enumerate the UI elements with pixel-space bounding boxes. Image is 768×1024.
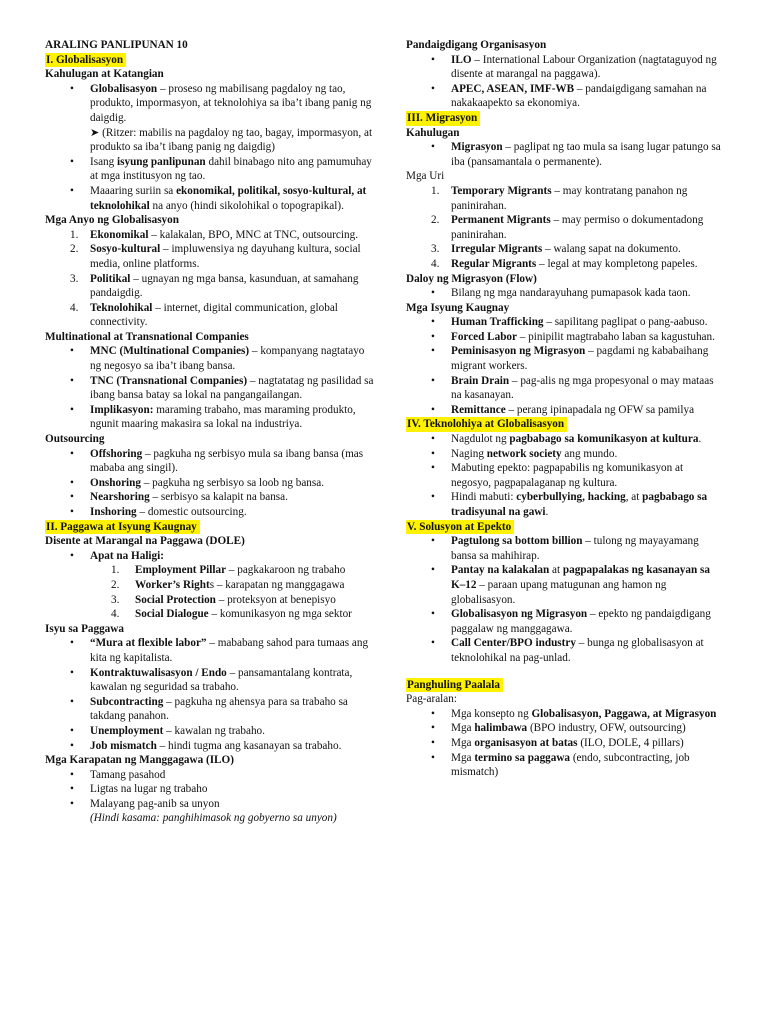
definition: – pinipilit magtrabaho laban sa kagustuhan.: [516, 330, 715, 343]
definition: – pagkuha ng serbisyo mula sa ibang bansa (mas mababa ang singil).: [90, 447, 364, 475]
haligi-list: [45, 563, 375, 621]
section-heading-migrasyon: III. Migrasyon: [406, 111, 480, 126]
list-item: [45, 607, 375, 622]
term: Implikasyon:: [90, 403, 154, 416]
solusyon-list: [406, 534, 724, 665]
list-item: [45, 695, 375, 724]
item-number: 4.: [431, 257, 440, 270]
list-item: [45, 578, 375, 593]
definition: – pagkuha ng ahensya para sa trabaho sa takdang panahon.: [90, 695, 348, 723]
text: Mga: [451, 722, 475, 735]
list-item: [45, 447, 375, 476]
definition: – internet, digital communication, global connectivity.: [90, 301, 338, 329]
anyo-list: [45, 228, 375, 330]
term: Globalisasyon: [90, 82, 158, 95]
subheading-dole: Disente at Marangal na Paggawa (DOLE): [45, 535, 245, 548]
term: Offshoring: [90, 447, 143, 460]
term: pagbabago sa tradisyunal na gawi: [451, 491, 708, 518]
list-item: [406, 751, 724, 780]
list-item: [406, 607, 724, 636]
term: halimbawa: [474, 722, 528, 735]
list-item: [45, 636, 375, 665]
outsourcing-list: [45, 447, 375, 520]
term: Inshoring: [90, 506, 137, 518]
definition: s – karapatan ng manggagawa: [209, 578, 345, 591]
definition: – paglipat ng tao mula sa isang lugar patungo sa iba (pansamantala o permanente).: [451, 141, 721, 168]
definition: – pagdami ng kababaihang migrant workers.: [451, 345, 709, 373]
text: dahil binabago nito ang pamumuhay at mga institusyon ng tao.: [90, 155, 372, 183]
term: Peminisasyon ng Migrasyon: [451, 345, 586, 358]
item-number: 2.: [70, 243, 79, 256]
text: Nagdulot ng: [451, 433, 510, 446]
subheading-isyu: Isyu sa Paggawa: [45, 622, 124, 635]
list-item: [45, 490, 375, 505]
term: ekonomikal, politikal, sosyo-kultural, at teknolohikal: [90, 184, 367, 212]
subheading-org: Pandaigdigang Organisasyon: [406, 39, 547, 51]
list-item: [406, 315, 724, 330]
term: Employment Pillar: [135, 564, 227, 577]
section-heading-paalala: Panghuling Paalala: [406, 678, 503, 693]
term: Social Protection: [135, 593, 216, 606]
term: Migrasyon: [451, 141, 503, 154]
list-item: [45, 549, 375, 564]
term: ILO: [451, 53, 472, 66]
term: pagbabago sa komunikasyon at kultura: [509, 433, 699, 446]
list-item: [406, 374, 724, 403]
list-item: [406, 82, 724, 111]
text: Mga: [451, 736, 475, 749]
list-item: [45, 242, 375, 271]
list-item: [45, 505, 375, 520]
term: APEC, ASEAN, IMF-WB: [451, 82, 575, 95]
list-item: [406, 447, 724, 462]
item-number: 3.: [431, 243, 440, 256]
term: organisasyon at batas: [474, 736, 578, 749]
term: Worker’s Right: [135, 578, 210, 591]
definition: – sapilitang paglipat o pang-aabuso.: [543, 316, 708, 329]
list-item: [45, 666, 375, 695]
item-number: 2.: [431, 214, 440, 227]
subheading-isyung-kaugnay: Mga Isyung Kaugnay: [406, 301, 510, 314]
term: pagpapalakas ng kasanayan sa K–12: [451, 564, 710, 591]
item-number: 1.: [431, 184, 440, 197]
list-item: • Tamang pasahod: [45, 768, 375, 783]
subheading-kahulugan-migrasyon: Kahulugan: [406, 126, 460, 139]
definition: – pag-alis ng mga propesyonal o may mataas na kasanayan.: [451, 374, 714, 402]
term: isyung panlipunan: [117, 155, 206, 168]
list-item: [406, 636, 724, 665]
definition: – bunga ng globalisasyon at teknolohikal na pag-unlad.: [451, 637, 704, 664]
list-item: [406, 707, 724, 722]
term: Globalisasyon ng Migrasyon: [451, 608, 588, 621]
definition: – pagkuha ng serbisyo sa loob ng bansa.: [140, 476, 324, 489]
definition: – mababang sahod para tumaas ang kita ng kapitalista.: [90, 637, 369, 664]
list-item: • Mabuting epekto: pagpapabilis ng komunikasyon at negosyo, pagpapalaganap ng kultura.: [406, 461, 724, 490]
paalala-intro: Pag-aralan:: [406, 693, 457, 706]
definition: – ugnayan ng mga bansa, kasunduan, at samahang pandaigdig.: [90, 272, 359, 300]
term: Teknolohikal: [90, 301, 153, 314]
kahulugan-list: [45, 82, 375, 213]
list-item: [45, 724, 375, 739]
list-item: [45, 301, 375, 330]
list-item: [45, 593, 375, 608]
text: ang mundo.: [561, 447, 618, 460]
text: Mga konsepto ng: [451, 707, 532, 720]
uri-list: [406, 184, 724, 272]
teknolohiya-list: [406, 432, 724, 520]
ilo-list: [45, 768, 375, 826]
text: (endo, subcontracting, job mismatch): [451, 751, 690, 779]
list-item: [406, 242, 724, 257]
definition: – perang ipinapadala ng OFW sa pamilya: [505, 403, 695, 416]
paalala-list: [406, 707, 724, 780]
definition: – may permiso o dokumentadong paninirahan.: [451, 214, 704, 241]
definition: – hindi tugma ang kasanayan sa trabaho.: [156, 739, 342, 752]
definition: – impluwensiya ng dayuhang kultura, social media, online platforms.: [90, 243, 361, 270]
text: Maaaring suriin sa: [90, 184, 177, 197]
list-item: [406, 140, 724, 169]
text: Mga: [451, 751, 475, 764]
text: (ILO, DOLE, 4 pillars): [577, 736, 684, 749]
list-item: [406, 534, 724, 563]
subheading-ilo: Mga Karapatan ng Manggagawa (ILO): [45, 754, 234, 767]
list-item: [45, 797, 375, 826]
list-item: [406, 563, 724, 607]
term: Pantay na kalakalan: [451, 564, 550, 577]
term: Kontraktuwalisasyon / Endo: [90, 666, 227, 679]
text: na anyo (hindi sikolohikal o topograpikal).: [149, 199, 344, 212]
section-heading-globalisasyon: I. Globalisasyon: [45, 53, 126, 68]
definition: – epekto ng pandaigdigang paggalaw ng manggagawa.: [451, 608, 711, 635]
org-list: [406, 53, 724, 111]
term: Sosyo-kultural: [90, 243, 161, 256]
term: Pagtulong sa bottom billion: [451, 535, 583, 548]
mnc-list: [45, 344, 375, 432]
daloy-list: [406, 286, 724, 301]
definition: – kalakalan, BPO, MNC at TNC, outsourcing.: [148, 228, 358, 241]
term: Temporary Migrants: [451, 184, 552, 197]
list-item: [45, 184, 375, 213]
list-item: [406, 432, 724, 447]
text: Isang: [90, 155, 118, 168]
term: Forced Labor: [451, 330, 517, 343]
isyung-kaugnay-list: [406, 315, 724, 417]
term: Call Center/BPO industry: [451, 637, 576, 650]
item-number: 1.: [70, 228, 79, 241]
item-number: 3.: [70, 272, 79, 285]
definition: – domestic outsourcing.: [136, 506, 247, 518]
definition: – tulong ng mayayamang bansa sa mahihirap.: [451, 535, 699, 562]
text: .: [698, 433, 702, 446]
text: , at: [625, 491, 643, 504]
document-title: ARALING PANLIPUNAN 10: [45, 39, 188, 51]
definition: maraming trabaho, mas maraming produkto, ngunit maaring makasira sa lokal na industriya.: [90, 403, 356, 431]
definition: – pansamantalang kontrata, kawalan ng seguridad sa trabaho.: [90, 666, 353, 694]
definition: – pandaigdigang samahan na nakakaapekto sa ekonomiya.: [451, 82, 707, 110]
item-number: 2.: [111, 578, 120, 591]
definition: – proteksyon at benepisyo: [215, 593, 336, 606]
definition: – may kontratang panahon ng paninirahan.: [451, 184, 688, 212]
term: Nearshoring: [90, 491, 150, 504]
subheading-daloy: Daloy ng Migrasyon (Flow): [406, 272, 537, 285]
list-item: [45, 374, 375, 403]
list-item: [406, 490, 724, 519]
list-item: [45, 344, 375, 373]
subheading-mnc: Multinational at Transnational Companies: [45, 330, 249, 343]
list-item: [406, 736, 724, 751]
list-item: [406, 184, 724, 213]
term: Regular Migrants: [451, 257, 537, 270]
list-item: [406, 213, 724, 242]
section-heading-paggawa: II. Paggawa at Isyung Kaugnay: [45, 520, 200, 535]
term: Apat na Haligi:: [90, 549, 164, 562]
term: Onshoring: [90, 476, 141, 489]
term: Politikal: [90, 272, 131, 285]
term: Remittance: [451, 403, 506, 416]
text: at: [549, 564, 563, 577]
list-item: [406, 344, 724, 373]
dole-list: [45, 549, 375, 564]
list-item: [45, 155, 375, 184]
definition: – paraan upang matugunan ang hamon ng globalisasyon.: [451, 578, 667, 606]
definition: – International Labour Organization (nagtataguyod ng disente at marangal na paggawa).: [451, 53, 717, 81]
list-item: [406, 53, 724, 82]
subheading-kahulugan: Kahulugan at Katangian: [45, 68, 164, 81]
subheading-uri: Mga Uri: [406, 170, 445, 183]
text: .: [545, 506, 549, 518]
section-heading-teknolohiya: IV. Teknolohiya at Globalisasyon: [406, 417, 567, 432]
term: Unemployment: [90, 724, 164, 737]
term: MNC (Multinational Companies): [90, 345, 250, 358]
definition: – kompanyang nagtatayo ng negosyo sa iba’t ibang bansa.: [90, 345, 365, 373]
definition: – walang sapat na dokumento.: [542, 243, 681, 256]
subheading-outsourcing: Outsourcing: [45, 433, 105, 446]
term: termino sa paggawa: [474, 751, 571, 764]
definition: – proseso ng mabilisang pagdaloy ng tao, produkto, impormasyon, at teknolohiya sa iba’t ibang panig ng daigdig.: [90, 82, 372, 124]
list-item: • Ligtas na lugar ng trabaho: [45, 782, 375, 797]
definition: – serbisyo sa kalapit na bansa.: [149, 491, 288, 504]
item-number: 4.: [70, 301, 79, 314]
list-item: [45, 228, 375, 243]
term: Social Dialogue: [135, 608, 209, 621]
ilo-note: (Hindi kasama: panghihimasok ng gobyerno sa unyon): [90, 812, 337, 825]
list-item: [45, 563, 375, 578]
section-heading-solusyon: V. Solusyon at Epekto: [406, 520, 514, 535]
definition: – pagkakaroon ng trabaho: [226, 564, 346, 577]
list-item: [406, 721, 724, 736]
term: TNC (Transnational Companies): [90, 374, 248, 387]
text: Hindi mabuti:: [451, 491, 517, 504]
list-item: • Bilang ng mga nandarayuhang pumapasok kada taon.: [406, 286, 724, 301]
definition: – legal at may kompletong papeles.: [536, 257, 698, 270]
term: Globalisasyon, Paggawa, at Migrasyon: [531, 707, 717, 720]
item-number: 3.: [111, 593, 120, 606]
term: Brain Drain: [451, 374, 510, 387]
list-item: [406, 330, 724, 345]
term: network society: [486, 447, 562, 460]
list-item: [45, 739, 375, 754]
item-number: 4.: [111, 608, 120, 621]
term: Ekonomikal: [90, 228, 149, 241]
text: (BPO industry, OFW, outsourcing): [527, 722, 686, 735]
list-item: [45, 403, 375, 432]
right-column: [406, 38, 724, 780]
definition: – komunikasyon ng mga sektor: [208, 608, 352, 621]
term: Human Trafficking: [451, 316, 544, 329]
list-item: [45, 476, 375, 491]
term: Subcontracting: [90, 695, 164, 708]
text: Naging: [451, 447, 487, 460]
list-item: [406, 403, 724, 418]
term: Permanent Migrants: [451, 214, 551, 227]
left-column: [45, 38, 375, 826]
ritzer-note: ➤ (Ritzer: mabilis na pagdaloy ng tao, bagay, impormasyon, at produkto sa iba’t ibang panig ng daigdig): [90, 126, 373, 154]
subheading-anyo: Mga Anyo ng Globalisasyon: [45, 214, 179, 227]
list-item: [45, 82, 375, 155]
term: Job mismatch: [90, 739, 157, 752]
item-number: 1.: [111, 564, 120, 577]
migrasyon-def-list: [406, 140, 724, 169]
term: “Mura at flexible labor”: [90, 637, 207, 650]
definition: – nagtatatag ng pasilidad sa ibang bansa batay sa lokal na pangangailangan.: [90, 374, 374, 402]
text: Malayang pag-anib sa unyon: [90, 797, 220, 810]
isyu-list: [45, 636, 375, 753]
term: cyberbullying, hacking: [516, 491, 626, 504]
definition: – kawalan ng trabaho.: [163, 724, 265, 737]
list-item: [45, 272, 375, 301]
term: Irregular Migrants: [451, 243, 543, 256]
list-item: [406, 257, 724, 272]
